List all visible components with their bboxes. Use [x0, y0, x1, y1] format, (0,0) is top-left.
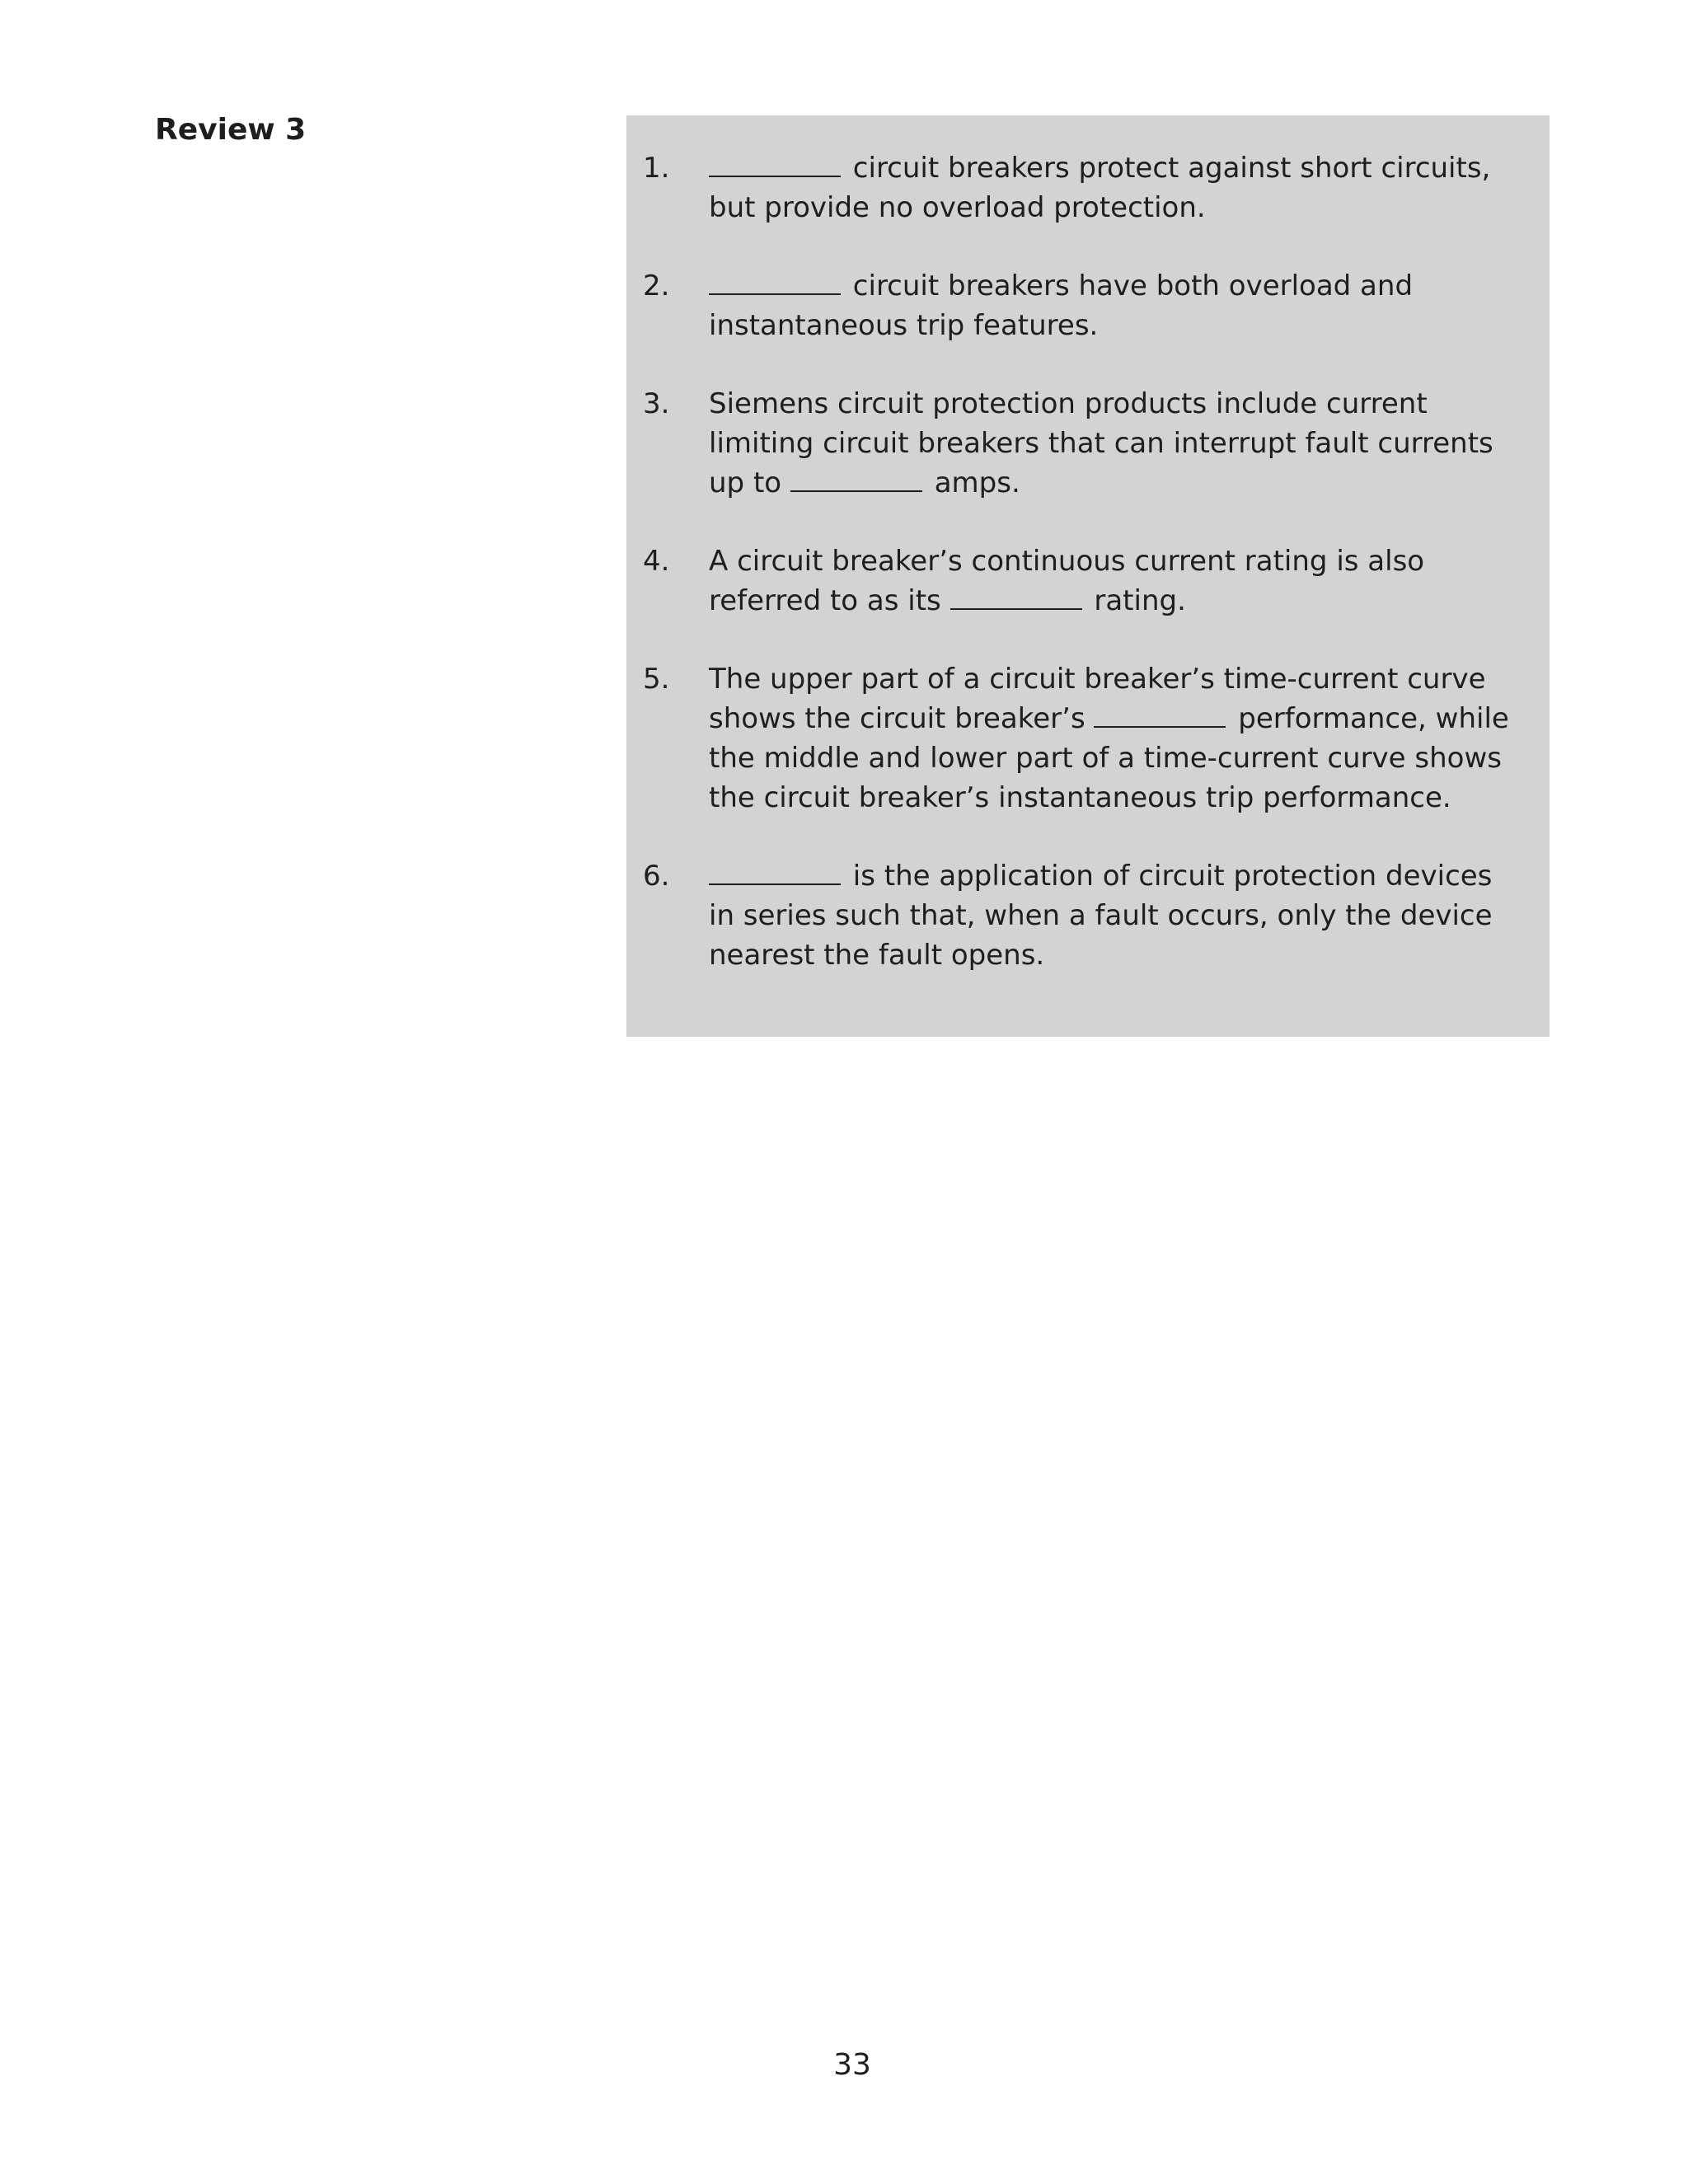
- question-4: [643, 541, 1520, 621]
- question-text: [709, 659, 1520, 818]
- question-5: [643, 659, 1520, 818]
- answer-blank: [709, 151, 841, 177]
- question-text-after: circuit breakers have both overload and instantaneous trip features.: [709, 269, 1414, 342]
- question-number: 1.: [643, 152, 670, 185]
- question-number: 4.: [643, 545, 670, 578]
- question-text: [709, 384, 1520, 503]
- question-text: [709, 266, 1520, 345]
- answer-blank: [790, 466, 922, 492]
- question-text-before: A circuit breaker’s continuous current rating is also referred to as its: [709, 545, 1425, 617]
- question-number: 2.: [643, 269, 670, 302]
- question-6: [643, 856, 1520, 975]
- question-text-after: performance, while the middle and lower part of a time-current curve shows the circuit breaker’s instantaneous trip performance.: [709, 702, 1509, 814]
- answer-blank: [1094, 701, 1226, 728]
- question-text-after: circuit breakers protect against short circuits, but provide no overload protection.: [709, 152, 1491, 224]
- answer-blank: [950, 583, 1082, 610]
- answer-blank: [709, 859, 841, 885]
- question-text-after: rating.: [1085, 584, 1186, 617]
- question-text-after: is the application of circuit protection devices in series such that, when a fault occurs, only the device nearest the fault opens.: [709, 860, 1493, 972]
- question-number: 5.: [643, 663, 670, 696]
- answer-blank: [709, 269, 841, 295]
- question-text: [709, 148, 1520, 227]
- question-text-before: The upper part of a circuit breaker’s time-current curve shows the circuit breaker’s: [709, 663, 1486, 735]
- question-3: [643, 384, 1520, 503]
- question-text: [709, 541, 1520, 621]
- question-number: 3.: [643, 387, 670, 420]
- question-2: [643, 266, 1520, 345]
- page-number: 33: [833, 2048, 871, 2082]
- review-heading: Review 3: [155, 113, 307, 147]
- question-box: [626, 115, 1550, 1037]
- question-1: [643, 148, 1520, 227]
- question-text-after: amps.: [925, 466, 1020, 499]
- question-number: 6.: [643, 860, 670, 893]
- question-text-before: Siemens circuit protection products include current limiting circuit breakers that can interrupt fault currents up to: [709, 387, 1493, 499]
- question-text: [709, 856, 1520, 975]
